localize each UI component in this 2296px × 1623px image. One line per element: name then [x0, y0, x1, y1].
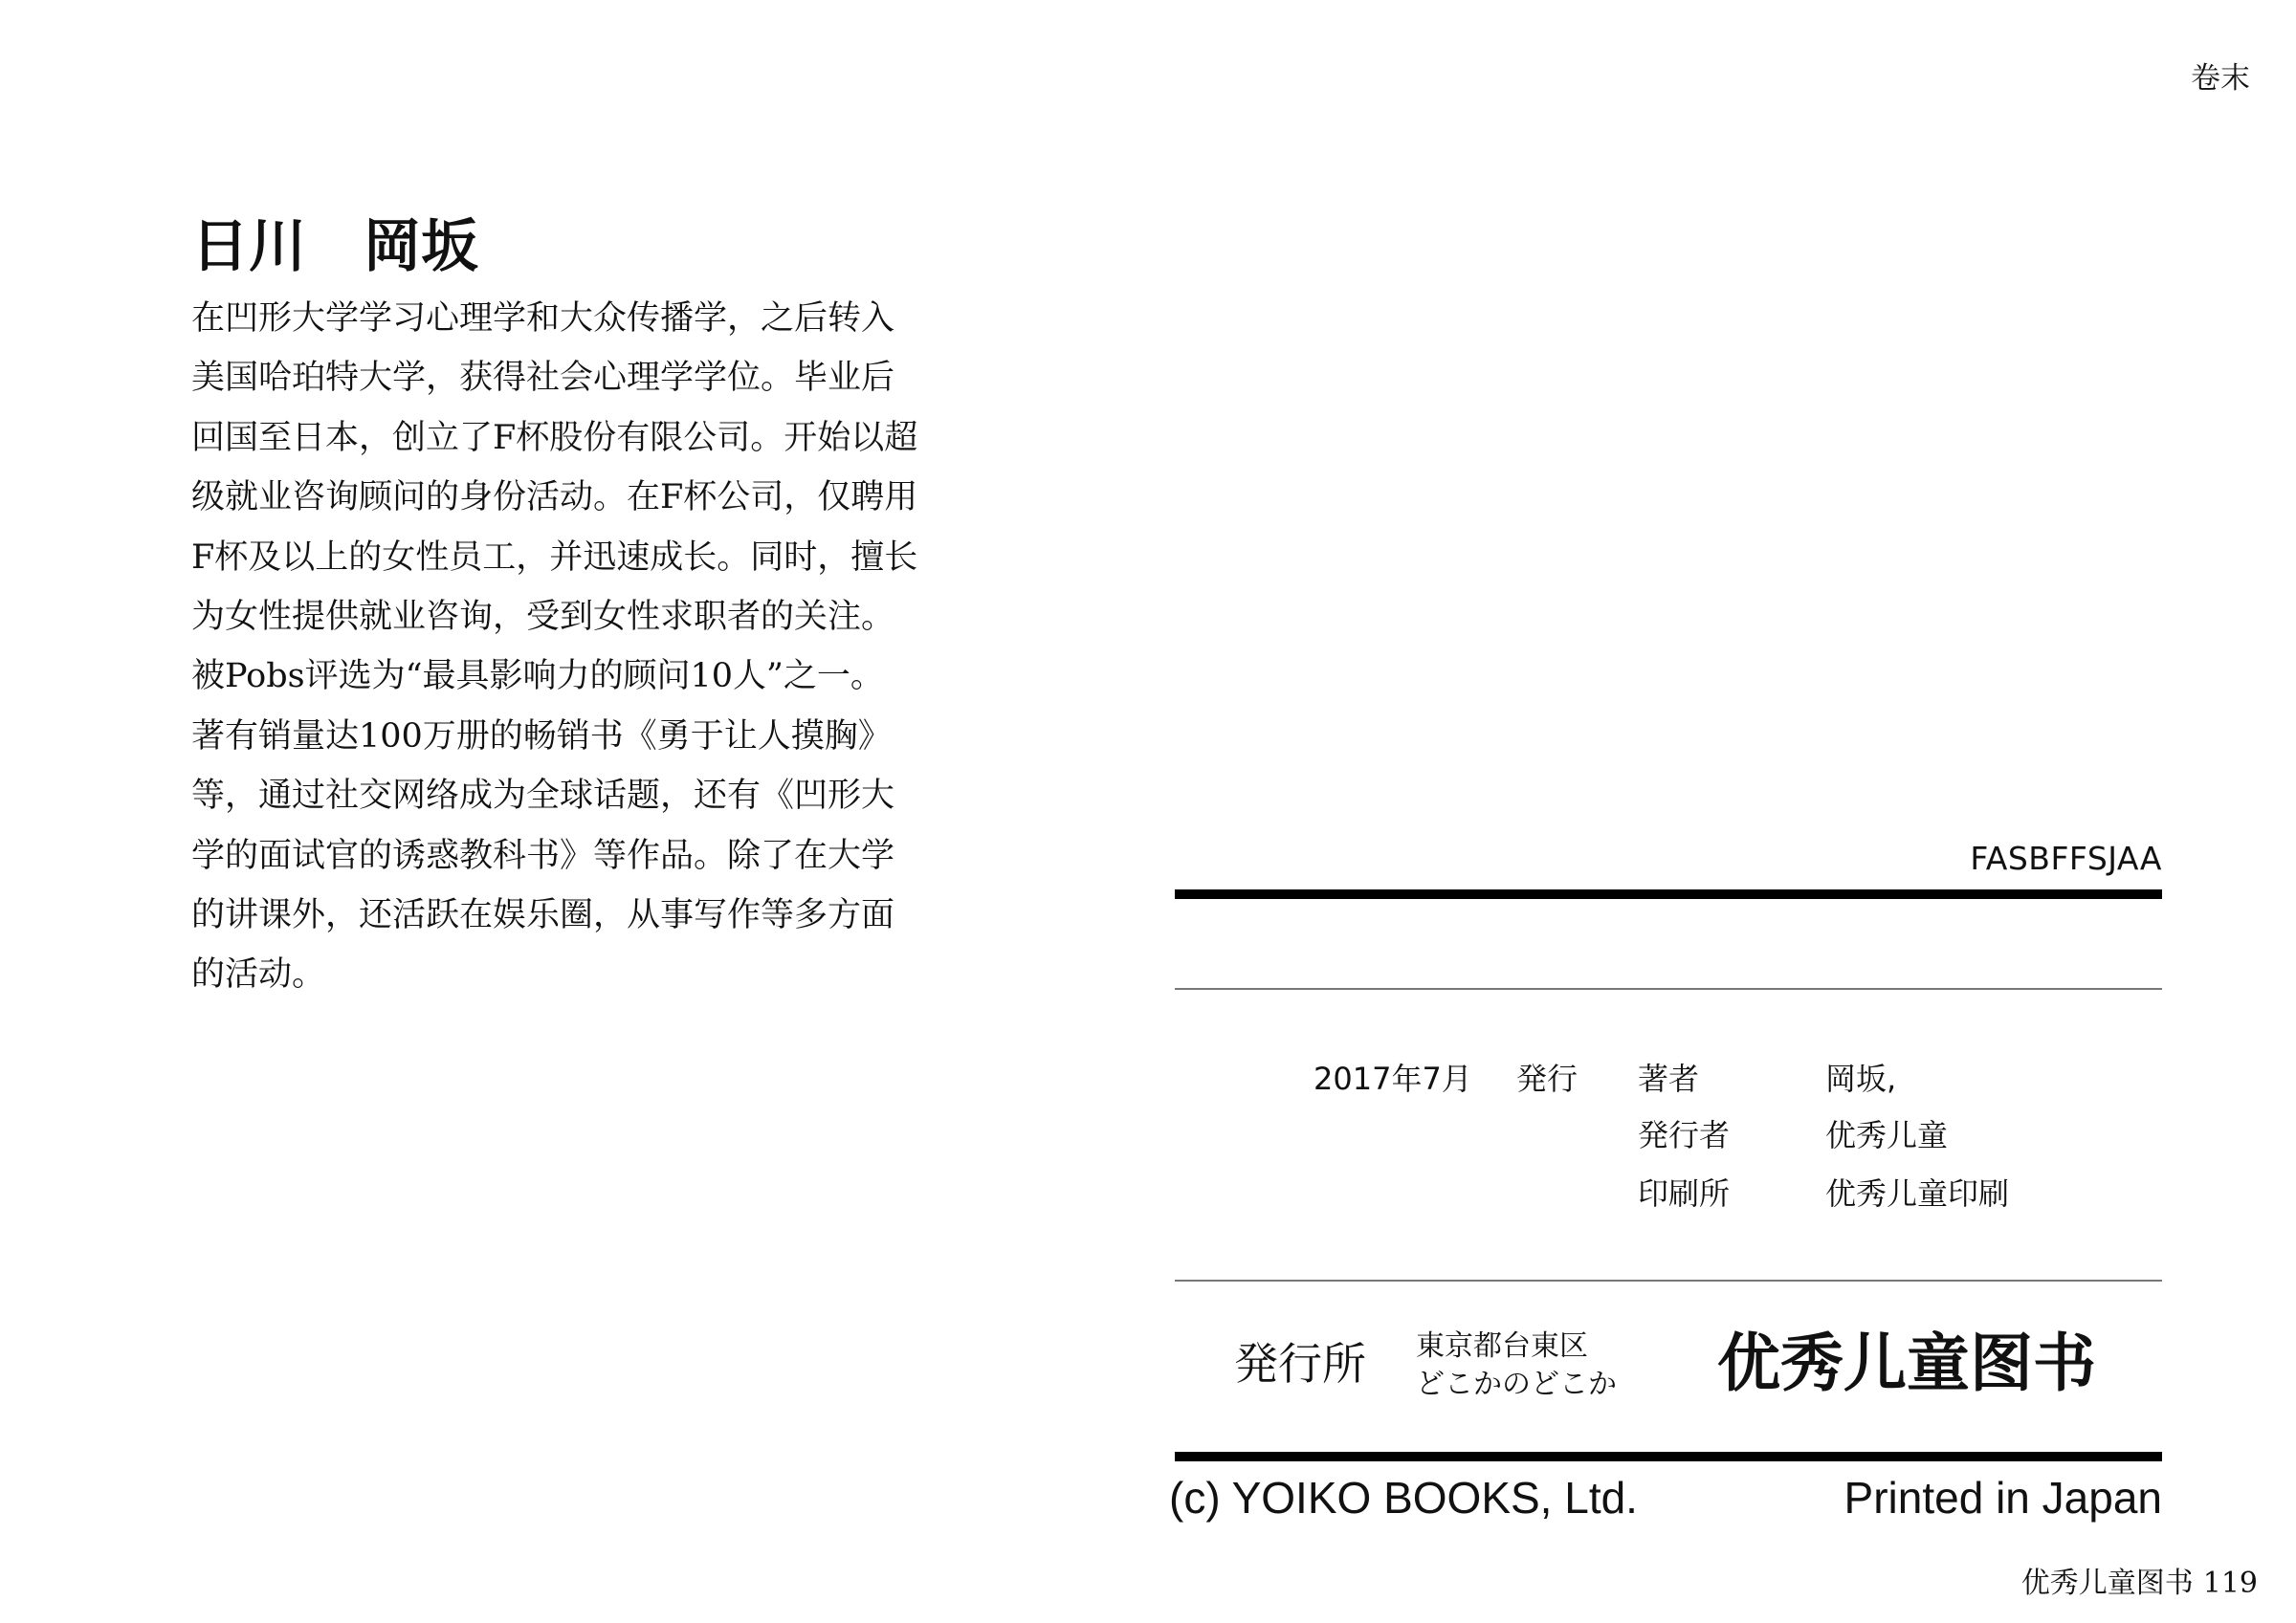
credit-role-author: 著者 — [1638, 1061, 1700, 1097]
colophon-divider-upper — [1175, 988, 2162, 990]
bio-line: 级就业咨询顾问的身份活动。在F杯公司，仅聘用 — [191, 478, 918, 517]
end-of-volume-label: 卷末 — [2191, 61, 2250, 96]
bio-line: 被Pobs评选为“最具影响力的顾问10人”之一。 — [191, 657, 884, 696]
colophon-top-rule — [1175, 889, 2162, 899]
credit-name-author: 岡坂, — [1825, 1061, 1897, 1097]
page-footer — [2021, 1565, 2258, 1603]
bio-line: 美国哈珀特大学，获得社会心理学学位。毕业后 — [191, 359, 895, 398]
publisher-office-label: 発行所 — [1234, 1338, 1366, 1390]
author-name: 日川 岡坂 — [191, 213, 478, 280]
address-line: 東京都台東区 — [1416, 1329, 1588, 1363]
colophon-divider-lower — [1175, 1280, 2162, 1282]
author-biography — [191, 289, 976, 1005]
publisher-address — [1416, 1327, 1617, 1404]
book-code: FASBFFSJAA — [1970, 840, 2162, 877]
footer-publisher: 优秀儿童图书 — [2020, 1567, 2194, 1600]
credit-role-publisher: 発行者 — [1638, 1117, 1731, 1153]
credit-name-printer: 优秀儿童印刷 — [1825, 1175, 2010, 1212]
colophon-bottom-rule — [1175, 1452, 2162, 1461]
credit-role-printer: 印刷所 — [1638, 1175, 1731, 1212]
publication-date: 2017年7月 — [1314, 1061, 1472, 1097]
bio-line: 的活动。 — [191, 955, 326, 995]
address-line: どこかのどこか — [1416, 1368, 1617, 1401]
copyright-notice: (c) YOIKO BOOKS, Ltd. — [1169, 1473, 1638, 1523]
bio-line: 学的面试官的诱惑教科书》等作品。除了在大学 — [191, 836, 895, 875]
bio-line: 等，通过社交网络成为全球话题，还有《凹形大 — [191, 777, 895, 816]
publisher-name: 优秀儿童图书 — [1717, 1327, 2096, 1400]
bio-line: F杯及以上的女性员工，并迅速成长。同时，擅长 — [191, 537, 918, 577]
bio-line: 著有销量达100万册的畅销书《勇于让人摸胸》 — [191, 716, 892, 756]
page-number: 119 — [2202, 1567, 2258, 1600]
issue-label: 発行 — [1516, 1061, 1578, 1097]
credit-name-publisher: 优秀儿童 — [1825, 1117, 1949, 1153]
printed-in-notice: Printed in Japan — [1843, 1473, 2162, 1523]
bio-line: 在凹形大学学习心理学和大众传播学，之后转入 — [191, 299, 895, 338]
bio-line: 的讲课外，还活跃在娱乐圈，从事写作等多方面 — [191, 895, 895, 934]
bio-line: 为女性提供就业咨询，受到女性求职者的关注。 — [191, 597, 895, 636]
bio-line: 回国至日本，创立了F杯股份有限公司。开始以超 — [191, 418, 918, 457]
